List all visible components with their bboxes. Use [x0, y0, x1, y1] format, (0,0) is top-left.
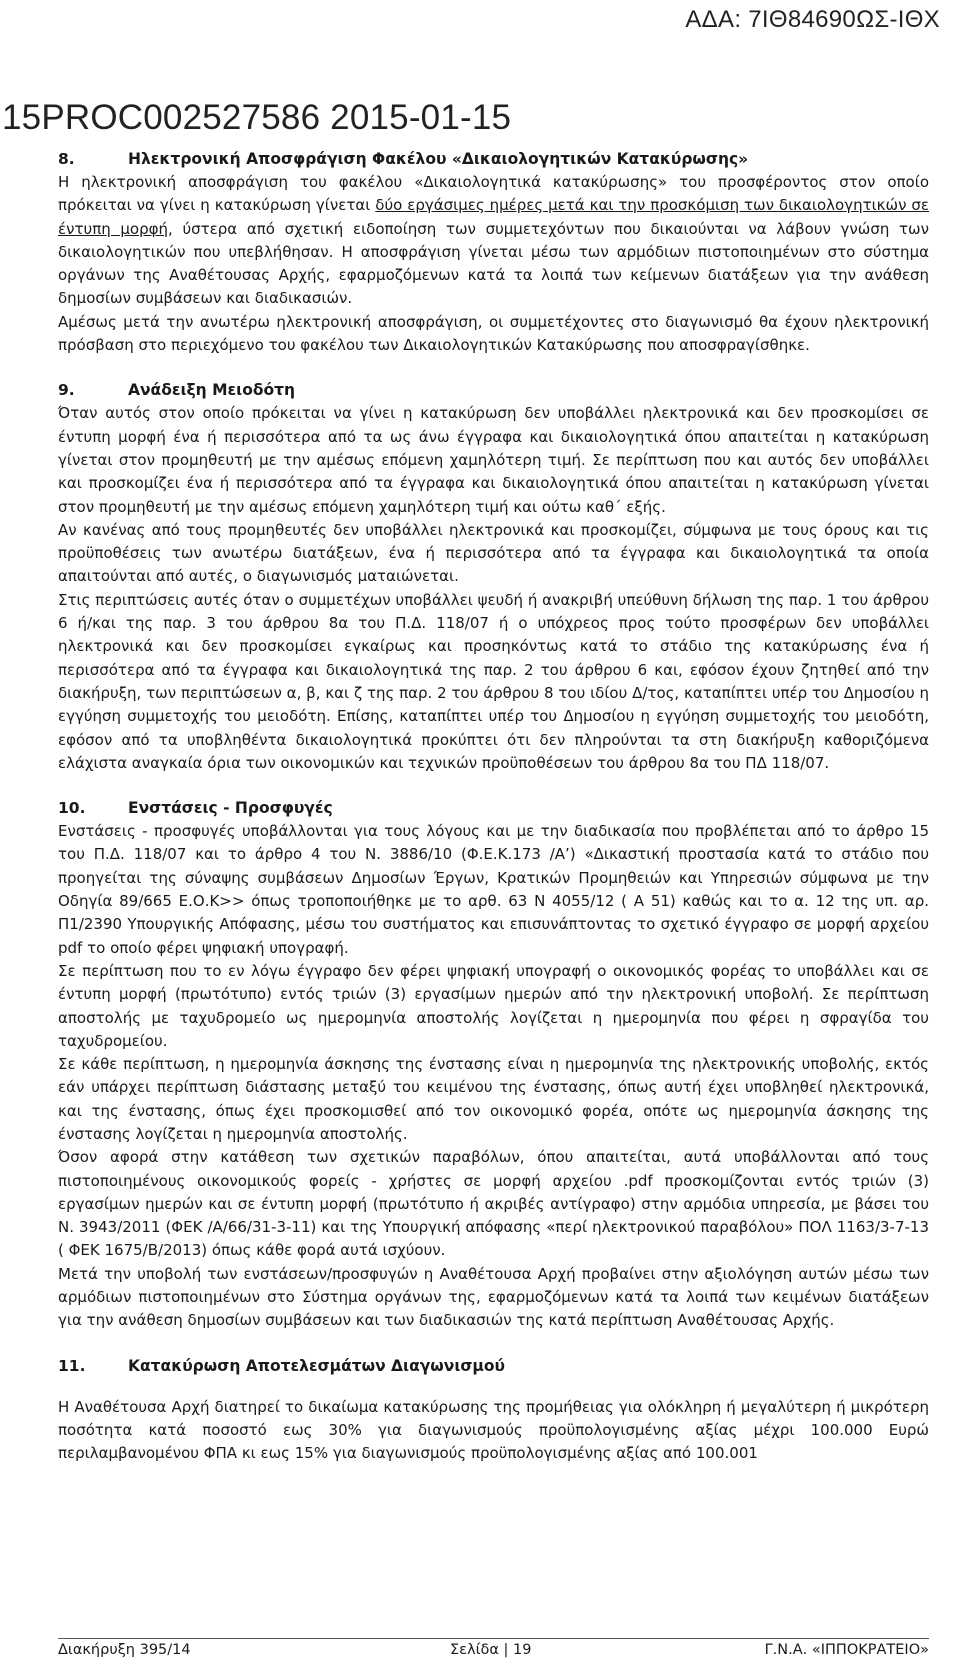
footer-organization: Γ.Ν.Α. «ΙΠΠΟΚΡΑΤΕΙΟ»: [764, 1642, 929, 1658]
section-heading: [58, 148, 929, 171]
section-heading: [58, 379, 929, 402]
section-10: [58, 797, 929, 1333]
paragraph: Ενστάσεις - προσφυγές υποβάλλονται για τους λόγους και με την διαδικασία που προβλέπεται από το άρθρο 15 του Π.Δ. 118/07 και το άρθρο 4 του Ν. 3886/10 (Φ.Ε.Κ.173 /Α’) «Δικαστική προστασία κατά το στάδιο που προηγείται της σύναψης συμβάσεων Δημοσίων Έργων, Κρατικών Προμηθειών και Υπηρεσιών σύμφωνα με την Οδηγία 89/665 Ε.Ο.Κ>> όπως τροποποιήθηκε με το αρθ. 63 Ν 4055/12 ( Α 51) καθώς και το α. 12 της υπ. αρ. Π1/2390 Υπουργικής Απόφασης, μέσω του συστήματος και επισυνάπτοντας το σχετικό έγγραφο σε μορφή αρχείου pdf το οποίο φέρει ψηφιακή υπογραφή.: [58, 822, 929, 957]
ada-stamp: ΑΔΑ: 7ΙΘ84690ΩΣ-ΙΘΧ: [685, 6, 940, 33]
section-9: [58, 379, 929, 775]
paragraph: Μετά την υποβολή των ενστάσεων/προσφυγών η Αναθέτουσα Αρχή προβαίνει στην αξιολόγηση αυτών μέσω των αρμόδιων πιστοποιημένων στο Σύστημα οργάνων της, εφαρμοζόμενων κατά τα λοιπά των κειμένων διατάξεων για την ανάθεση δημοσίων συμβάσεων και των διαδικασιών της κατά περίπτωση Αναθέτουσας Αρχής.: [58, 1264, 929, 1330]
section-heading: [58, 797, 929, 820]
paragraph: Η Αναθέτουσα Αρχή διατηρεί το δικαίωμα κατακύρωσης της προμήθειας για ολόκληρη ή μεγαλύτερη ή μικρότερη ποσότητα κατά ποσοστό εως 30% για διαγωνισμούς προϋπολογισμένης αξίας μέχρι 100.000 Ευρώ περιλαμβανομένου ΦΠΑ κι εως 15% για διαγωνισμούς προϋπολογισμένης αξίας από 100.001: [58, 1397, 929, 1463]
footer-page-number: Σελίδα | 19: [450, 1642, 532, 1658]
paragraph-text: Η ηλεκτρονική αποσφράγιση του φακέλου «Δικαιολογητικά κατακύρωσης» του προσφέροντος στον οποίο πρόκειται να γίνει η κατακύρωση γίνεται: [58, 173, 929, 215]
proc-stamp: 15PROC002527586 2015-01-15: [2, 98, 512, 137]
section-number: 8.: [58, 150, 75, 168]
section-8: [58, 148, 929, 357]
page-footer: [58, 1638, 929, 1661]
section-heading: [58, 1355, 929, 1378]
paragraph: Όσον αφορά στην κατάθεση των σχετικών παραβόλων, όπου απαιτείται, αυτά υποβάλλονται από τους πιστοποιημένους οικονομικούς φορείς - χρήστες σε μορφή αρχείου .pdf προσκομίζονται εντός τριών (3) εργασίμων ημερών και σε έντυπη μορφή (πρωτότυπο ή ακριβές αντίγραφο) στην αρμόδια υπηρεσία, με βάσει του Ν. 3943/2011 (ΦΕΚ /Α/66/31-3-11) και της Υπουργική απόφασης «περί ηλεκτρονικού παραβόλου» ΠΟΛ 1163/3-7-13 ( ΦΕΚ 1675/Β/2013) όπως κάθε φορά αυτά ισχύουν.: [58, 1148, 929, 1260]
document-body: [58, 148, 929, 1466]
section-title: Ηλεκτρονική Αποσφράγιση Φακέλου «Δικαιολογητικών Κατακύρωσης»: [128, 150, 749, 168]
paragraph: Αμέσως μετά την ανωτέρω ηλεκτρονική αποσφράγιση, οι συμμετέχοντες στο διαγωνισμό θα έχουν ηλεκτρονική πρόσβαση στο περιεχόμενο του φακέλου των Δικαιολογητικών Κατακύρωσης που αποσφραγίσθηκε.: [58, 312, 929, 355]
paragraph: [58, 171, 929, 311]
section-number: 11.: [58, 1356, 86, 1375]
paragraph: Αν κανένας από τους προμηθευτές δεν υποβάλλει ηλεκτρονικά και προσκομίζει, σύμφωνα με τους όρους και τις προϋποθέσεις των ανωτέρω διατάξεων, ένα ή περισσότερα από τα έγγραφα και δικαιολογητικά τα οποία απαιτούνται από αυτές, ο διαγωνισμός ματαιώνεται.: [58, 520, 929, 586]
section-number: 9.: [58, 381, 75, 400]
paragraph: Σε κάθε περίπτωση, η ημερομηνία άσκησης της ένστασης είναι η ημερομηνία της ηλεκτρονικής υποβολής, εκτός εάν υπάρχει περίπτωση διάστασης μεταξύ του κειμένου της ένστασης, όπως αυτή έχει υποβληθεί ηλεκτρονικά, και της ένστασης, όπως έχει προσκομισθεί από τον οικονομικό φορέα, οπότε ως ημερομηνία άσκησης της ένστασης λογίζεται η ημερομηνία αποστολής.: [58, 1055, 929, 1143]
section-number: 10.: [58, 799, 86, 818]
paragraph-text: , ύστερα από σχετική ειδοποίηση των συμμετεχόντων που δικαιούνται να λάβουν γνώση των δικαιολογητικών που υπεβλήθησαν. Η αποσφράγιση γίνεται μέσω των αρμόδιων πιστοποιημένων στο σύστημα οργάνων της Αναθέτουσας Αρχής, εφαρμοζόμενων κατά τα λοιπά των κείμενων διατάξεων για την ανάθεση δημοσίων συμβάσεων και διαδικασιών.: [58, 219, 929, 308]
paragraph: Στις περιπτώσεις αυτές όταν ο συμμετέχων υποβάλλει ψευδή ή ανακριβή υπεύθυνη δήλωση της παρ. 1 του άρθρου 6 ή/και της παρ. 3 του άρθρου 8α του Π.Δ. 118/07 ή ο υπόχρεος προς τούτο προσφέρων δεν υποβάλλει ηλεκτρονικά και δεν προσκομίσει εγκαίρως και προσηκόντως κατά το στάδιο της κατακύρωσης ένα ή περισσότερα από τα έγγραφα και δικαιολογητικά της παρ. 2 του άρθρου 6 και, εφόσον έχουν ζητηθεί από την διακήρυξη, των περιπτώσεων α, β, και ζ της παρ. 2 του άρθρου 8 του ιδίου Δ/τος, καταπίπτει υπέρ του Δημοσίου η εγγύηση συμμετοχής του μειοδότη. Επίσης, καταπίπτει υπέρ του Δημοσίου η εγγύηση συμμετοχής του μειοδότη, εφόσον από τα υποβληθέντα δικαιολογητικά προκύπτει ότι δεν πληρούνται τα στη διακήρυξη καθοριζόμενα ελάχιστα αναγκαία όρια των οικονομικών και τεχνικών προϋποθέσεων του άρθρου 8α του ΠΔ 118/07.: [58, 590, 929, 772]
section-11: [58, 1355, 929, 1466]
underlined-text: δύο εργάσιμες ημέρες μετά και την προσκόμιση των δικαιολογητικών σε έντυπη μορφή: [58, 196, 930, 238]
section-title: Ενστάσεις - Προσφυγές: [128, 799, 333, 818]
section-title: Ανάδειξη Μειοδότη: [128, 381, 296, 400]
paragraph: Σε περίπτωση που το εν λόγω έγγραφο δεν φέρει ψηφιακή υπογραφή ο οικονομικός φορέας το υποβάλλει και σε έντυπη μορφή (πρωτότυπο) εντός τριών (3) εργασίμων ημερών από την ηλεκτρονική υποβολή. Σε περίπτωση αποστολής με ταχυδρομείο ως ημερομηνία αποστολής λογίζεται η ημερομηνία που φέρει η σφραγίδα του ταχυδρομείου.: [58, 961, 929, 1050]
section-title: Κατακύρωση Αποτελεσμάτων Διαγωνισμού: [128, 1356, 505, 1375]
footer-document-ref: Διακήρυξη 395/14: [58, 1642, 191, 1658]
paragraph: Όταν αυτός στον οποίο πρόκειται να γίνει η κατακύρωση δεν υποβάλλει ηλεκτρονικά και δεν προσκομίσει σε έντυπη μορφή ένα ή περισσότερα από τα ως άνω έγγραφα και δικαιολογητικά όπου απαιτείται η κατακύρωση γίνεται στον προμηθευτή με την αμέσως επόμενη χαμηλότερη τιμή. Σε περίπτωση που και αυτός δεν υποβάλλει και προσκομίζει ένα ή περισσότερα από τα έγγραφα και δικαιολογητικά όπου απαιτείται η κατακύρωση γίνεται στον προμηθευτή με την αμέσως επόμενη χαμηλότερη τιμή και ούτω καθ΄ εξής.: [58, 404, 929, 516]
